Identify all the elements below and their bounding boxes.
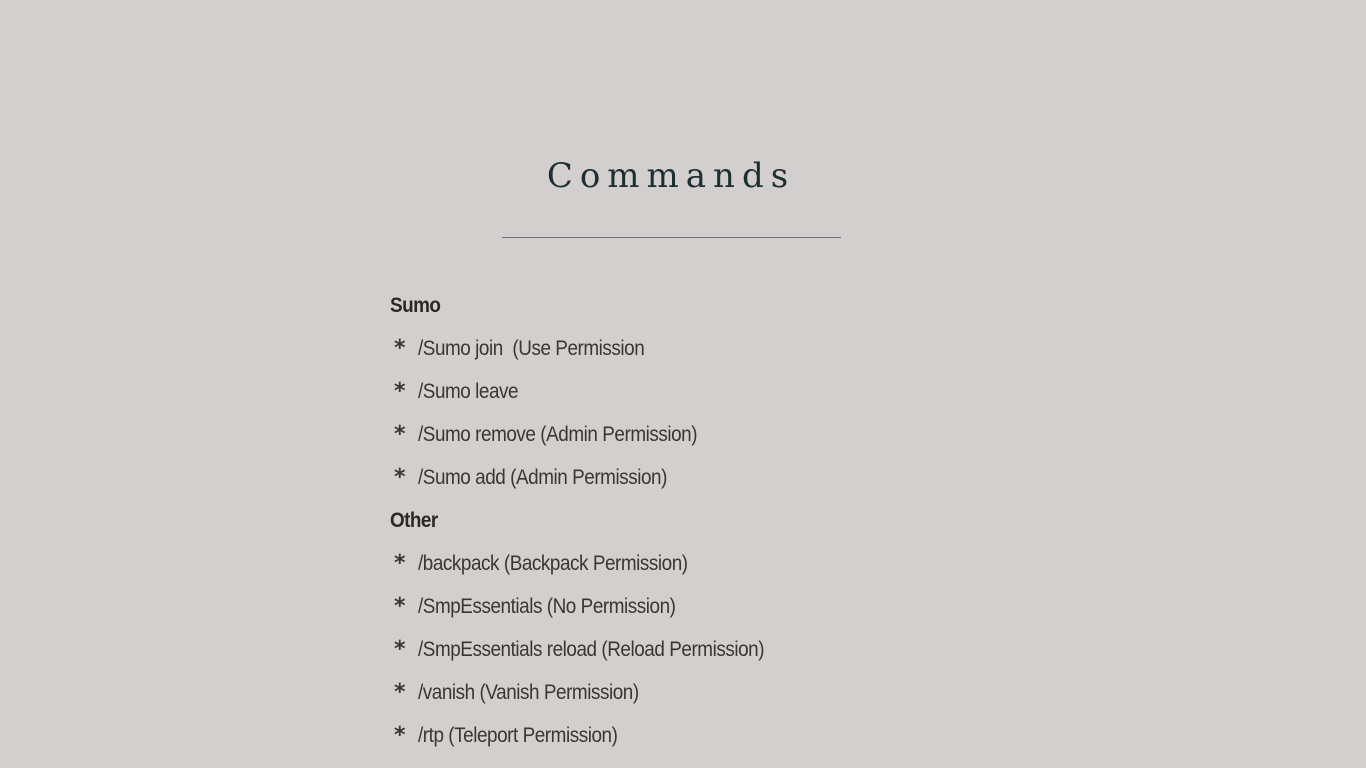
command-text: /rtp (Teleport Permission) [418, 724, 618, 747]
list-item [390, 370, 990, 413]
bullet-asterisk-icon: * [394, 422, 406, 447]
command-text: /SmpEssentials (No Permission) [418, 595, 676, 618]
list-item [390, 714, 990, 757]
command-text: /vanish (Vanish Permission) [418, 681, 639, 704]
title-divider [502, 237, 841, 238]
bullet-asterisk-icon: * [394, 594, 406, 619]
command-text: /Sumo remove (Admin Permission) [418, 423, 698, 446]
bullet-asterisk-icon: * [394, 379, 406, 404]
list-item [390, 542, 990, 585]
section-heading-other: Other [390, 509, 438, 532]
list-item [390, 456, 990, 499]
bullet-asterisk-icon: * [394, 336, 406, 361]
command-text: /backpack (Backpack Permission) [418, 552, 688, 575]
page-title: Commands [546, 156, 796, 196]
list-item [390, 628, 990, 671]
list-item [390, 671, 990, 714]
bullet-asterisk-icon: * [394, 637, 406, 662]
bullet-asterisk-icon: * [394, 465, 406, 490]
bullet-asterisk-icon: * [394, 723, 406, 748]
command-text: /Sumo join (Use Permission [418, 337, 645, 360]
list-item [390, 413, 990, 456]
command-text: /Sumo leave [418, 380, 519, 403]
list-item [390, 327, 990, 370]
commands-list [390, 284, 990, 757]
bullet-asterisk-icon: * [394, 551, 406, 576]
list-item [390, 585, 990, 628]
bullet-asterisk-icon: * [394, 680, 406, 705]
command-text: /SmpEssentials reload (Reload Permission) [418, 638, 765, 661]
command-text: /Sumo add (Admin Permission) [418, 466, 667, 489]
section-heading-sumo: Sumo [390, 294, 441, 317]
